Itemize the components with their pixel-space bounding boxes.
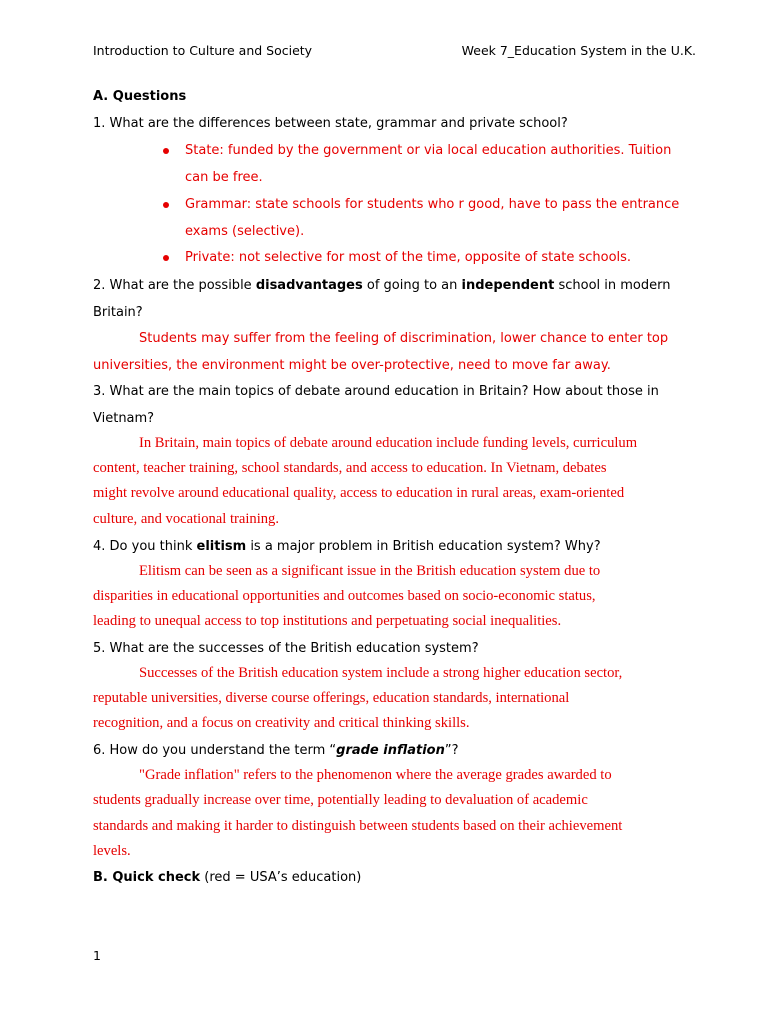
header-week-title: Week 7_Education System in the U.K. xyxy=(461,43,696,58)
bullet-icon xyxy=(163,148,169,154)
question-3-line-1: 3. What are the main topics of debate around education in Britain? How about those in xyxy=(93,384,659,399)
q5-answer-line-3: recognition, and a focus on creativity and critical thinking skills. xyxy=(93,715,470,731)
header-course-title: Introduction to Culture and Society xyxy=(93,43,313,58)
section-b-heading xyxy=(93,870,361,885)
q2-bold-disadvantages: disadvantages xyxy=(255,278,363,293)
q5-answer-line-1: Successes of the British education system include a strong higher education sector, xyxy=(139,665,623,681)
q4-bold-elitism: elitism xyxy=(196,539,247,554)
bullet-icon xyxy=(163,202,169,208)
question-1: 1. What are the differences between state, grammar and private school? xyxy=(93,116,568,131)
q6-text-part-1: 6. How do you understand the term “ xyxy=(93,743,337,758)
q6-answer-line-2: students gradually increase over time, potentially leading to devaluation of academic xyxy=(93,792,588,808)
q2-answer-line-1: Students may suffer from the feeling of discrimination, lower chance to enter top xyxy=(139,331,669,346)
section-a-heading: A. Questions xyxy=(93,89,187,104)
q1-bullet-2-line-1: Grammar: state schools for students who r good, have to pass the entrance xyxy=(185,197,680,212)
q4-answer-line-3: leading to unequal access to top institutions and perpetuating social inequalities. xyxy=(93,613,562,629)
q2-text-part-1: 2. What are the possible xyxy=(93,278,256,293)
q1-bullet-1-line-1: State: funded by the government or via local education authorities. Tuition xyxy=(185,143,672,158)
q4-text-part-1: 4. Do you think xyxy=(93,539,197,554)
q6-answer-line-4: levels. xyxy=(93,843,131,859)
bullet-icon xyxy=(163,255,169,261)
q3-answer-line-3: might revolve around educational quality, access to education in rural areas, exam-oriented xyxy=(93,485,625,501)
q3-answer-line-1: In Britain, main topics of debate around education include funding levels, curriculum xyxy=(139,435,638,451)
q6-text-part-2: ”? xyxy=(444,743,459,758)
q1-bullet-1-line-2: can be free. xyxy=(185,170,263,185)
question-2-line-2: Britain? xyxy=(93,305,143,320)
q6-answer-line-1: "Grade inflation" refers to the phenomenon where the average grades awarded to xyxy=(139,767,612,783)
q3-answer-line-4: culture, and vocational training. xyxy=(93,511,280,527)
q1-bullet-2-line-2: exams (selective). xyxy=(185,224,305,239)
q6-term-grade-inflation: grade inflation xyxy=(336,743,445,758)
q2-bold-independent: independent xyxy=(461,278,555,293)
q2-text-part-2: of going to an xyxy=(362,278,462,293)
page-number: 1 xyxy=(93,948,101,963)
q4-answer-line-1: Elitism can be seen as a significant issue in the British education system due to xyxy=(139,563,601,579)
q4-text-part-2: is a major problem in British education system? Why? xyxy=(246,539,601,554)
q4-answer-line-2: disparities in educational opportunities and outcomes based on socio-economic status, xyxy=(93,588,596,604)
q5-answer-line-2: reputable universities, diverse course offerings, education standards, international xyxy=(93,690,570,706)
q6-answer-line-3: standards and making it harder to distinguish between students based on their achievement xyxy=(93,818,623,834)
question-6 xyxy=(93,743,459,758)
section-b-note: (red = USA’s education) xyxy=(200,870,362,885)
section-b-title: B. Quick check xyxy=(93,870,201,885)
q2-text-part-3: school in modern xyxy=(554,278,671,293)
q2-answer-line-2: universities, the environment might be over-protective, need to move far away. xyxy=(93,358,611,373)
q1-bullet-3: Private: not selective for most of the time, opposite of state schools. xyxy=(185,250,632,265)
question-5: 5. What are the successes of the British education system? xyxy=(93,641,479,656)
q3-answer-line-2: content, teacher training, school standards, and access to education. In Vietnam, debates xyxy=(93,460,607,476)
question-3-line-2: Vietnam? xyxy=(93,411,155,426)
question-2-line-1 xyxy=(93,278,670,293)
question-4 xyxy=(93,539,601,554)
